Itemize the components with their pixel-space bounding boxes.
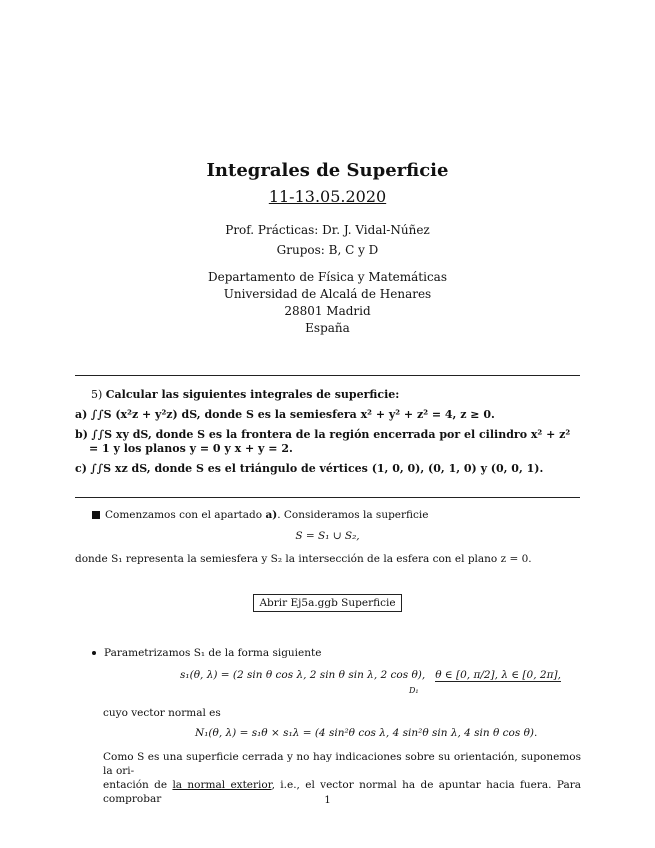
page-number: 1: [324, 795, 331, 806]
item-c-text: ∫∫S xz dS, donde S es el triángulo de vértices (1, 0, 0), (0, 1, 0) y (0, 0, 1).: [90, 462, 544, 475]
paragraph-3: cuyo vector normal es: [103, 707, 221, 719]
country: España: [305, 321, 350, 335]
bullet-icon: [92, 651, 96, 655]
professor: Prof. Prácticas: Dr. J. Vidal-Núñez: [225, 223, 430, 237]
equation-2: [180, 668, 580, 682]
equation-1: S = S₁ ∪ S₂,: [295, 530, 360, 542]
exercise-block: [75, 388, 580, 476]
department: Departamento de Física y Matemáticas: [208, 270, 447, 284]
top-rule: [75, 375, 580, 376]
bottom-rule: [75, 497, 580, 498]
date-line: [0, 187, 655, 206]
paragraph-2: donde S₁ representa la semiesfera y S₂ la intersección de la esfera con el plano z = 0.: [75, 553, 532, 565]
p1-text-b: a): [265, 509, 278, 521]
bullet-1-text: Parametrizamos S₁ de la forma siguiente: [104, 647, 322, 659]
item-c-label: c): [75, 462, 87, 475]
p4-text-3: , i.e., el vector normal ha de apuntar hacia fuera. Para comprobar: [103, 779, 582, 805]
equation-3: N₁(θ, λ) = s₁θ × s₁λ = (4 sin²θ cos λ, 4 sin²θ sin λ, 4 sin θ cos θ).: [195, 727, 538, 739]
equation-2-param: s₁(θ, λ) = (2 sin θ cos λ, 2 sin θ sin λ, 2 cos θ),: [180, 669, 426, 681]
open-ggb-button[interactable]: Abrir Ej5a.ggb Superficie: [253, 594, 401, 612]
button-row: [0, 591, 655, 610]
item-a-label: a): [75, 408, 88, 421]
address-block: [0, 269, 655, 337]
university: Universidad de Alcalá de Henares: [223, 287, 432, 301]
paragraph-1: [92, 508, 572, 522]
bullet-1: [92, 646, 572, 660]
item-a: [75, 408, 580, 422]
p1-text-a: Comenzamos con el apartado: [105, 509, 263, 521]
date: 11-13.05.2020: [268, 187, 387, 206]
item-c: [75, 462, 580, 476]
exercise-number: 5): [91, 388, 103, 401]
item-b-text: ∫∫S xy dS, donde S es la frontera de la región encerrada por el cilindro x² + z² = 1 y los planos y = 0 y x + y = 2.: [89, 428, 571, 455]
exercise-intro-text: Calcular las siguientes integrales de superficie:: [105, 388, 400, 401]
p4-line-1: Como S es una superficie cerrada y no hay indicaciones sobre su orientación, suponemos la ori-: [103, 751, 581, 777]
exercise-intro: [75, 388, 580, 402]
item-a-text: ∫∫S (x²z + y²z) dS, donde S es la semiesfera x² + y² + z² = 4, z ≥ 0.: [90, 408, 495, 421]
item-b-label: b): [75, 428, 88, 441]
page-title: Integrales de Superficie: [206, 160, 449, 181]
square-bullet-icon: [92, 511, 100, 519]
domain-label: D₁: [409, 686, 419, 695]
groups: Grupos: B, C y D: [276, 243, 379, 257]
equation-2-domain: θ ∈ [0, π/2], λ ∈ [0, 2π],: [435, 669, 561, 681]
item-b: [75, 428, 580, 456]
p4-text-1: entación de: [103, 779, 168, 791]
p1-text-c: . Consideramos la superficie: [277, 509, 429, 521]
outer-normal-link: la normal exterior: [172, 779, 272, 791]
city: 28801 Madrid: [284, 304, 371, 318]
